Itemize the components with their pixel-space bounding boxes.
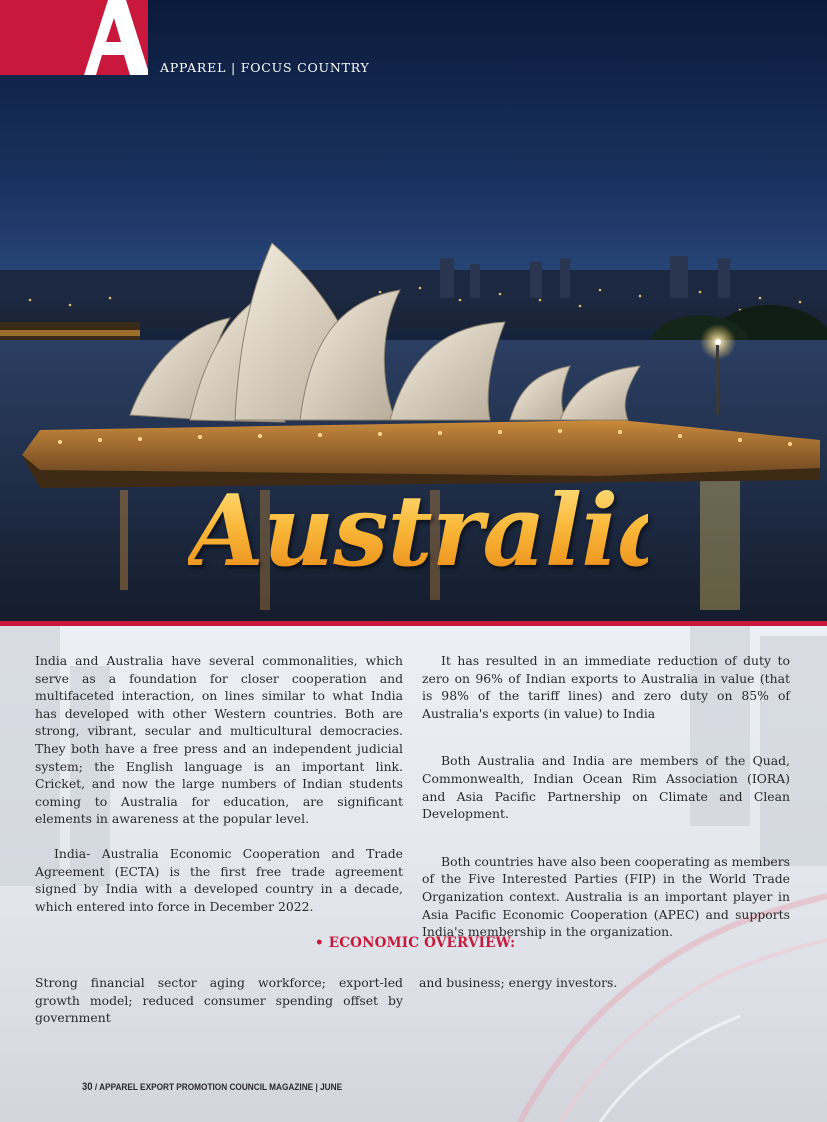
paragraph: Both countries have also been cooperating as members of the Five Interested Parties (FIP) in the World Trade Organization context. Australia is an important player in Asia Pacific Economic Cooperation (APEC) and supports India's membership in the organization. xyxy=(422,853,790,940)
paragraph: and business; energy investors. xyxy=(419,975,618,990)
section-heading: • ECONOMIC OVERVIEW: xyxy=(315,935,516,951)
page-footer xyxy=(82,1081,342,1093)
footer-separator: / xyxy=(92,1082,100,1093)
publication-name: APPAREL EXPORT PROMOTION COUNCIL MAGAZINE | JUNE xyxy=(99,1082,343,1093)
left-column xyxy=(35,652,403,915)
overview-left-text xyxy=(35,974,403,1027)
paragraph: India and Australia have several commonalities, which serve as a foundation for closer cooperation and multifaceted interaction, on lines similar to what India has developed with other Western countries. Both are strong, vibrant, secular and multicultural democracies. They both have a free press and an independent judicial system; the English language is an important link. Cricket, and now the large numbers of Indian students coming to Australia for education, are significant elements in awareness at the popular level. xyxy=(35,653,403,827)
overview-right-text xyxy=(419,974,787,992)
paragraph: India- Australia Economic Cooperation and Trade Agreement (ECTA) is the first free trade agreement signed by India with a developed country in a decade, which entered into force in December 2022. xyxy=(35,845,403,914)
right-column xyxy=(422,652,790,941)
paragraph: Strong financial sector aging workforce; export-led growth model; reduced consumer spending offset by government xyxy=(35,975,403,1026)
page-number: 30 xyxy=(82,1081,93,1093)
paragraph: Both Australia and India are members of the Quad, Commonwealth, Indian Ocean Rim Association (IORA) and Asia Pacific Partnership on Climate and Clean Development. xyxy=(422,753,790,822)
brand-logo xyxy=(0,0,148,75)
page-title: Australia xyxy=(188,472,648,592)
section-tag: APPAREL | FOCUS COUNTRY xyxy=(160,60,370,75)
paragraph: It has resulted in an immediate reduction of duty to zero on 96% of Indian exports to Australia in value (that is 98% of the tariff lines) and zero duty on 85% of Australia's exports (in value) to India xyxy=(422,653,790,721)
